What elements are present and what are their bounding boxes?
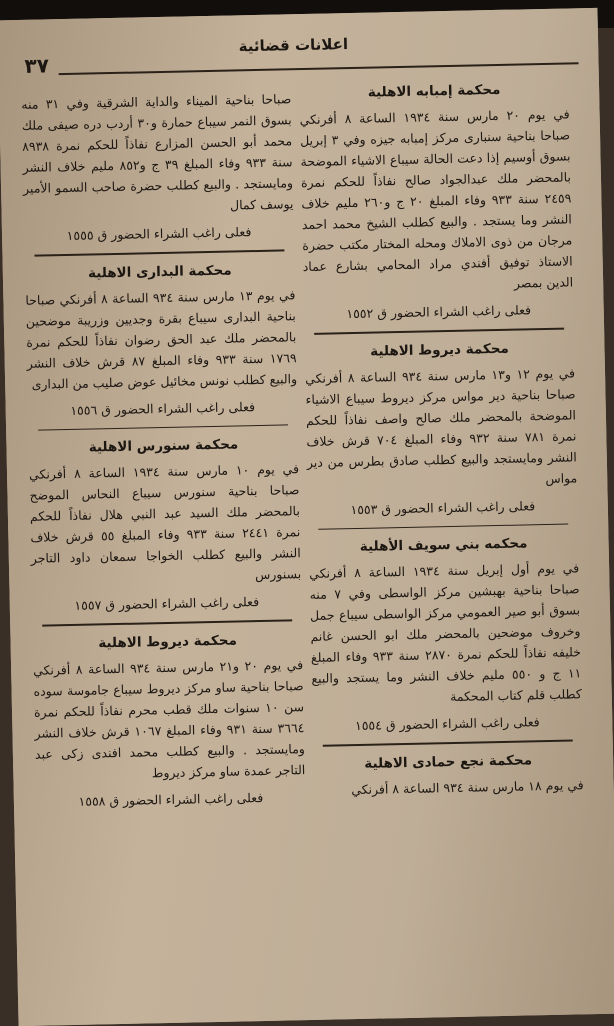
left-column <box>21 84 306 820</box>
notice <box>308 532 582 746</box>
notice-divider <box>38 424 288 431</box>
page-number: ٣٧ <box>24 53 50 78</box>
notice-footer: فعلى راغب الشراء الحضور ق ١٥٥٥ <box>66 224 252 243</box>
notice <box>21 88 294 256</box>
notice-title: محكمة البدارى الاهلية <box>87 262 232 282</box>
notice-divider <box>318 523 568 530</box>
newspaper-page <box>0 8 614 1026</box>
notice-body: في يوم ١٨ مارس سنة ٩٣٤ الساعة ٨ أفرنكي <box>351 776 584 797</box>
notice-title: محكمة نجع حمادى الاهلية <box>364 751 533 772</box>
notice-footer: فعلى راغب الشراء الحضور ق ١٥٥٣ <box>350 497 536 517</box>
notice-divider <box>323 740 573 747</box>
notice-body: في يوم ٢٠ و٢١ مارس سنة ٩٣٤ الساعة ٨ أفرنكي صباحا بناحية ساو مركز ديروط سيباع جاموسة سوده سن ١٠ سنوات ملك قطب محرم نفاذاً للحكم نمرة ٣٦٦٤ سنة ٩٣١ وفاء المبلغ ١٠٦٧ قرش خلاف النشر ومايستجد . والبيع كطلب محمد افندى زكى عبد التاجر عمدة ساو مركز ديروط <box>32 656 306 780</box>
notice-title: محكمة سنورس الاهلية <box>88 436 239 456</box>
notice-footer: فعلى راغب الشراء الحضور ق ١٥٥٨ <box>78 789 264 809</box>
notice <box>25 259 298 431</box>
notice-footer: فعلى راغب الشراء الحضور ق ١٥٥٤ <box>354 714 540 734</box>
notice-body: في يوم ٢٠ مارس سنة ١٩٣٤ الساعة ٨ أفرنكي صباحا بناحية سنبارى مركز إمبابه جيزه وفي ٣ إبريل بسوق أوسيم إذا دعت الحالة سيباع الاشياء الموضحة بالمحضر ملك عبدالجواد صالح نفاذاً للحكم نمرة ٢٤٥٩ سنة ٩٣٣ وفاء المبلغ ٢٠ ج و٢٦٠ مليم خلاف النشر وما يستجد . والبيع كطلب الشيخ محمد احمد مرجان من ذوى الاملاك ومحله المختار مكتب حضرة الاستاذ توفيق أفندي مراد المحامي بشارع عماد الدين بمصر <box>299 106 574 291</box>
notice-title: محكمه بني سويف الأهلية <box>359 535 528 555</box>
notice-body: في يوم ١٣ مارس سنة ٩٣٤ الساعة ٨ أفرنكي صباحا بناحية البدارى سيباع بقرة وجديين وزريبة موضحين بالمحضر ملك عبد الحق رضوان نفاذاً للحكم نمرة ١٧٦٩ سنة ٩٣٣ وفاء المبلغ ٨٧ قرش خلاف النشر والبيع كطلب نونس مخائيل عوض صليب من البدارى <box>25 286 298 392</box>
notice <box>32 629 306 813</box>
notice-body: صباحا بناحية الميناء والداية الشرقية وفي ٣١ منه بسوق النمر سيباع حمارة و٣٠ أردب دره صيفى ملك محمد أبو الحسن المزارع نفاذاً للحكم نمرة ٨٩٣٨ سنة ٩٣٣ وفاء المبلغ ٣٩ ج و٨٥٢ مليم خلاف النشر ومايستجد . والبيع كطلب حضرة صاحب السمو الأمير يوسف كمال <box>21 91 294 213</box>
notice <box>313 749 584 801</box>
notice-body: في يوم ١٠ مارس سنة ١٩٣٤ الساعة ٨ أفرنكي صباحا بناحية سنورس سيباع النحاس الموضح بالمحضر ملك السيد عبد النبي هلال نفاذاً للحكم نمرة ٢٤٤١ سنة ٩٣٣ وفاء المبلغ ٥٥ قرش خلاف النشر والبيع كطلب الخواجا سمعان داود التاجر بسنورس <box>28 461 302 583</box>
notice-divider <box>42 619 292 626</box>
notice-title: محكمة ديروط الاهلية <box>98 632 238 651</box>
notice-footer: فعلى راغب الشراء الحضور ق ١٥٥٧ <box>74 594 260 613</box>
header-divider <box>59 62 579 75</box>
page-title: اعلانات قضائية <box>238 35 349 56</box>
notice-body: في يوم أول إبريل سنة ١٩٣٤ الساعة ٨ أفرنكي صباحا بناحية بهبشين مركز الواسطى وفي ٧ منه بسوق أبو صير العمومي مركز الواسطى سيباع جمل وخروف موضحين بالمحضر ملك ابو الحسن غانم خليفه نفاذاً للحكم نمرة ٢٨٧٠ سنة ٩٣٣ وفاء المبلغ ١١ ج و ٥٥٠ مليم خلاف النشر وما يستجد والبيع كطلب قلم كتاب المحكمة <box>309 560 582 705</box>
notice-body: في يوم ١٢ و١٣ مارس سنة ٩٣٤ الساعة ٨ أفرنكي صباحا بناحية دير مواس مركز ديروط سيباع الاشياء الموضحة بالمحضر ملك صالح واصف نفاذاً للحكم نمرة ٧٨١ سنة ٩٣٢ وفاء المبلغ ٧٠٤ قرش خلاف النشر ومايستجد والبيع كطلب صادق بطرس من دير مواس <box>304 364 578 486</box>
notice-footer: فعلى راغب الشراء الحضور ق ١٥٥٢ <box>346 302 532 322</box>
notice-title: محكمة إمبابه الاهلية <box>367 81 501 101</box>
right-column <box>299 78 584 808</box>
notice-footer <box>314 801 584 807</box>
notice-title: محكمة ديروط الاهلية <box>370 340 509 360</box>
notice-divider <box>314 328 564 335</box>
notice <box>28 433 302 626</box>
notice <box>299 78 574 334</box>
notice <box>304 337 578 530</box>
notice-divider <box>34 249 284 256</box>
notice-footer: فعلى راغب الشراء الحضور ق ١٥٥٦ <box>70 398 256 418</box>
